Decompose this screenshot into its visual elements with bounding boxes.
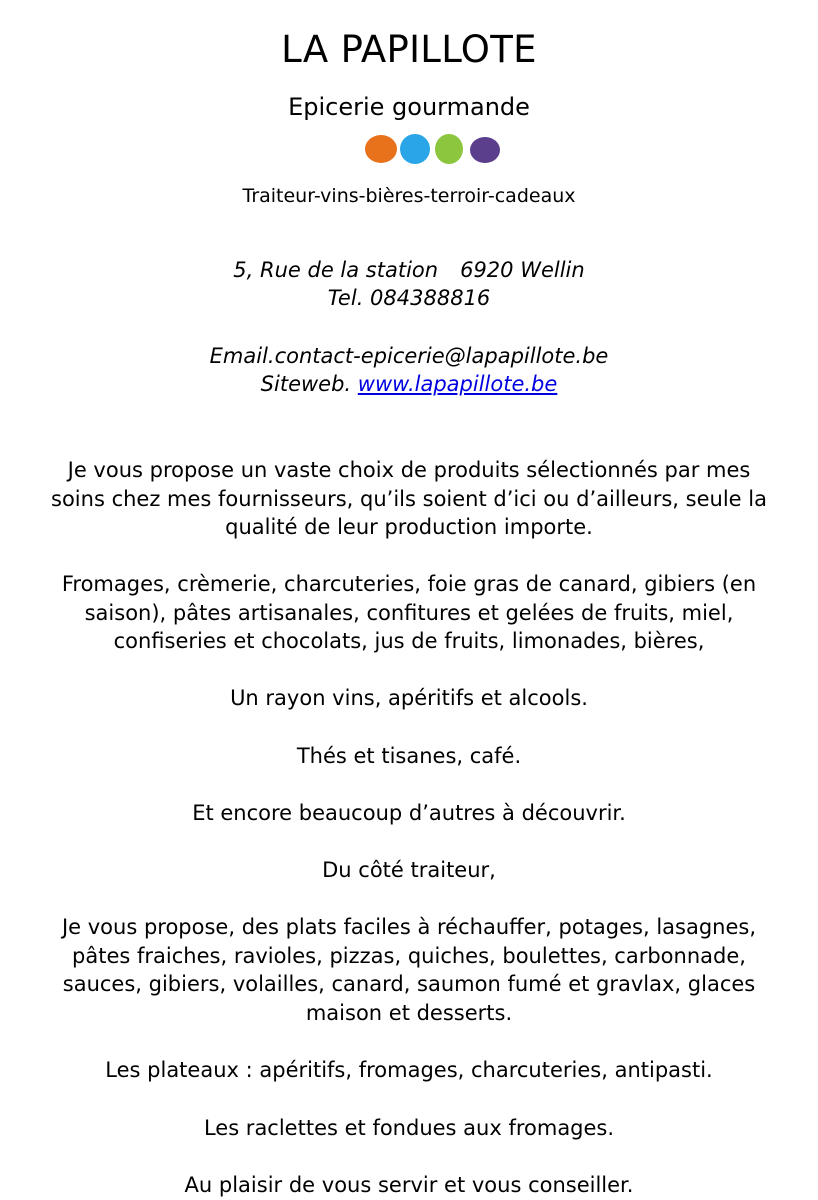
intro-line: qualité de leur production importe. [225, 515, 593, 540]
traiteur-line: pâtes fraiches, ravioles, pizzas, quiches, boulettes, carbonnade, [72, 943, 746, 968]
shop-subtitle: Epicerie gourmande [288, 93, 530, 121]
address-line [0, 256, 818, 284]
closing-paragraph: Au plaisir de vous servir et vous conseiller. [184, 1173, 634, 1197]
traiteur-line: maison et desserts. [305, 1000, 513, 1025]
traiteur-heading: Du côté traiteur, [322, 858, 496, 882]
intro-line: soins chez mes fournisseurs, qu’ils soient d’ici ou d’ailleurs, seule la [51, 486, 767, 511]
intro-paragraph [0, 456, 818, 542]
traiteur-line: Je vous propose, des plats faciles à réchauffer, potages, lasagnes, [61, 915, 757, 939]
intro-line: Je vous propose un vaste choix de produits sélectionnés par mes [67, 458, 751, 482]
purple-dot-icon [470, 137, 500, 163]
products-line: confiseries et chocolats, jus de fruits, limonades, bières, [113, 629, 705, 654]
traiteur-paragraph [0, 913, 818, 1027]
traiteur-line: sauces, gibiers, volailles, canard, saumon fumé et gravlax, glaces [62, 972, 756, 997]
products-line: Fromages, crèmerie, charcuteries, foie gras de canard, gibiers (en [61, 572, 757, 596]
wines-paragraph: Un rayon vins, apéritifs et alcools. [230, 686, 588, 710]
green-dot-icon [435, 134, 463, 164]
email: Email.contact-epicerie@lapapillote.be [209, 344, 609, 368]
orange-dot-icon [365, 135, 397, 163]
plateaux-paragraph: Les plateaux : apéritifs, fromages, charcuteries, antipasti. [105, 1058, 713, 1082]
raclettes-paragraph: Les raclettes et fondues aux fromages. [203, 1116, 615, 1140]
logo-dots [363, 132, 503, 166]
blue-dot-icon [400, 134, 430, 164]
products-line: saison), pâtes artisanales, confitures et gelées de fruits, miel, [84, 600, 734, 625]
website-label: Siteweb. [260, 372, 352, 396]
tagline: Traiteur-vins-bières-terroir-cadeaux [242, 185, 576, 207]
website-link[interactable]: www.lapapillote.be [357, 372, 558, 396]
teas-paragraph: Thés et tisanes, café. [296, 744, 522, 768]
more-paragraph: Et encore beaucoup d’autres à découvrir. [192, 801, 626, 825]
products-paragraph [0, 570, 818, 656]
phone: Tel. 084388816 [327, 286, 491, 310]
street-address: 5, Rue de la station [233, 258, 439, 282]
city: 6920 Wellin [460, 258, 585, 282]
shop-title: LA PAPILLOTE [281, 28, 537, 71]
website-line [0, 370, 818, 398]
